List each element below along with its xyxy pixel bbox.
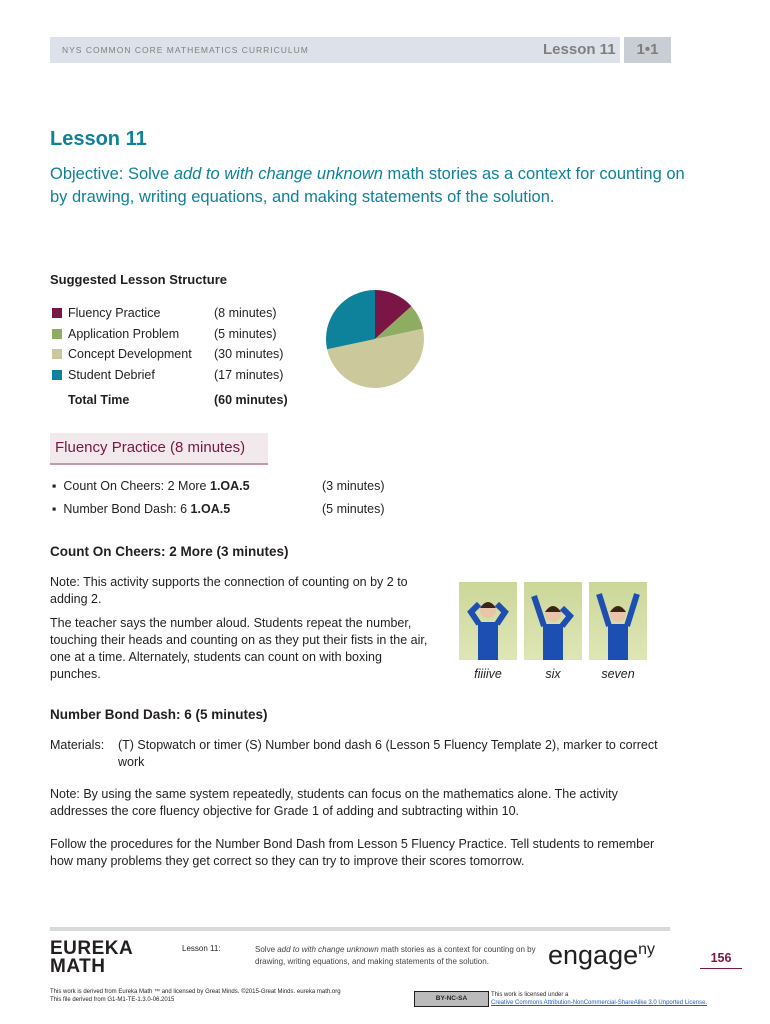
header-lesson: Lesson 11 [543,41,616,58]
structure-minutes: (17 minutes) [214,368,284,382]
legend-swatch [52,329,62,339]
cheers-body: The teacher says the number aloud. Students repeat the number, touching their heads and counting on as they put their fists in the air, one at a time. Alternately, students can count on with boxing punches. [50,616,428,681]
photo-caption: six [545,667,561,681]
footer-description: Solve add to with change unknown math stories as a context for counting on by drawing, writing equations, and making statements of the solution. [255,945,536,966]
photo-seven [589,582,647,660]
module-tag: 1•1 [624,37,671,63]
fluency-item-minutes: (5 minutes) [322,502,385,516]
structure-minutes: (8 minutes) [214,306,277,320]
page-title: Lesson 11 [50,128,147,150]
structure-minutes: (30 minutes) [214,347,284,361]
derived-line-1: This work is derived from Eureka Math ™ and licensed by Great Minds. ©2015-Great Minds. eureka math.org [50,989,341,995]
legend-swatch [52,349,62,359]
eureka-math-logo: EUREKA MATH [50,938,134,977]
fluency-title: Fluency Practice (8 minutes) [55,439,246,456]
legend-swatch [52,370,62,380]
page-number-rule [700,968,742,969]
cheers-heading: Count On Cheers: 2 More (3 minutes) [50,544,289,559]
fluency-item: ▪ Number Bond Dash: 6 1.OA.5 [52,502,231,516]
structure-row-fluency: Fluency Practice [52,306,160,320]
total-minutes: (60 minutes) [214,393,288,407]
materials-label: Materials: [50,738,105,752]
page-number: 156 [710,951,732,965]
objective: Objective: Solve add to with change unknown math stories as a context for counting on by drawing, writing equations, and making statements of the solution. [50,165,685,206]
photo-fiiiive [459,582,517,660]
photo-caption: seven [601,667,635,681]
footer-rule [50,927,670,931]
cc-license-badge: BY-NC-SA [414,991,489,1007]
structure-row-debrief: Student Debrief [52,368,155,382]
pie-slice-student-debrief [326,290,375,349]
dash-note: Note: By using the same system repeatedly, students can focus on the mathematics alone. The activity addresses the core fluency objective for Grade 1 of adding and subtracting within 10. [50,787,618,818]
lesson-structure-pie-chart [325,289,425,389]
dash-heading: Number Bond Dash: 6 (5 minutes) [50,707,268,722]
curriculum-label: NYS COMMON CORE MATHEMATICS CURRICULUM [62,45,309,55]
footer-lesson: Lesson 11: [182,944,221,953]
structure-title: Suggested Lesson Structure [50,272,227,287]
structure-row-application: Application Problem [52,327,179,341]
fluency-item: ▪ Count On Cheers: 2 More 1.OA.5 [52,479,250,493]
structure-row-concept: Concept Development [52,347,192,361]
license-link[interactable]: Creative Commons Attribution-NonCommercial-ShareAlike 3.0 Unported License. [491,1000,708,1006]
materials-text: (T) Stopwatch or timer (S) Number bond dash 6 (Lesson 5 Fluency Template 2), marker to correct work [118,738,658,769]
photo-caption: fiiiive [474,667,502,681]
derived-line-2: This file derived from G1-M1-TE-1.3.0-06.2015 [50,997,175,1003]
legend-swatch [52,308,62,318]
cheers-note: Note: This activity supports the connection of counting on by 2 to adding 2. [50,575,408,606]
license-line: This work is licensed under a [491,992,569,998]
fluency-item-minutes: (3 minutes) [322,479,385,493]
engageny-logo: engage$^{ny}$ [548,940,656,970]
dash-follow: Follow the procedures for the Number Bond Dash from Lesson 5 Fluency Practice. Tell students to remember how many problems they get correct so they can try to improve their scores tomorrow. [50,837,655,868]
total-label: Total Time [68,393,130,407]
photo-six [524,582,582,660]
structure-minutes: (5 minutes) [214,327,277,341]
